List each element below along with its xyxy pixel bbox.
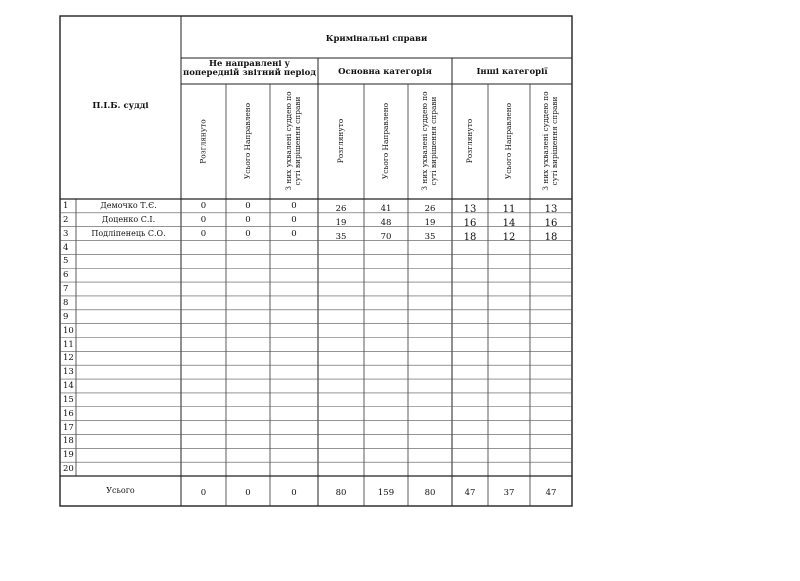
row-lines <box>60 213 572 462</box>
total-cell: 0 <box>200 488 207 498</box>
sub-column-header: З них ухвалені суддею по суті вирішення справи <box>541 91 559 191</box>
total-label: Усього <box>106 486 135 495</box>
table-cell: 18 <box>544 231 558 243</box>
main-title: Кримінальні справи <box>325 34 428 44</box>
table-cell: 0 <box>245 214 251 225</box>
row-number: 14 <box>63 381 74 392</box>
table-cell: 16 <box>544 217 558 229</box>
table-cell: 13 <box>544 204 558 215</box>
row-number: 1 <box>63 201 69 211</box>
sub-column-header: З них ухвалені суддею по суті вирішення справи <box>420 91 438 191</box>
row-number: 12 <box>63 353 74 364</box>
total-cell: 37 <box>503 488 515 498</box>
sub-column-header: Усього Направлено <box>503 102 513 180</box>
table-cell: 19 <box>335 217 347 228</box>
table-cell: 48 <box>380 217 392 228</box>
table-cell: 0 <box>200 201 207 211</box>
row-number: 8 <box>63 297 69 308</box>
group-header-main: Основна категорія <box>338 67 432 77</box>
table-cell: 19 <box>424 217 436 228</box>
row-number: 7 <box>63 284 69 295</box>
group-header-other: Інші категорії <box>476 67 548 77</box>
total-cell: 159 <box>377 488 395 498</box>
total-cell: 80 <box>424 488 436 498</box>
table-cell: 0 <box>291 201 297 211</box>
row-number: 19 <box>63 450 74 461</box>
row-number: 15 <box>63 394 74 405</box>
table-cell: 18 <box>463 231 477 243</box>
table-cell: 0 <box>291 228 297 239</box>
total-cell: 80 <box>335 488 347 498</box>
table-cell: 0 <box>200 214 207 225</box>
table-cell: 41 <box>380 204 392 214</box>
table-cell: 13 <box>463 204 477 215</box>
row-number: 6 <box>63 270 69 281</box>
name-column-header: П.І.Б. судді <box>92 101 149 111</box>
table-cell: 0 <box>245 228 251 239</box>
sub-column-header: З них ухвалені суддею по суті вирішення справи <box>284 91 302 191</box>
row-number: 17 <box>63 422 74 433</box>
table-cell: 26 <box>424 204 436 214</box>
row-number: 9 <box>63 311 69 322</box>
row-number: 18 <box>63 436 74 447</box>
table-cell: 26 <box>335 204 347 214</box>
sub-column-header: Розглянуто <box>464 118 474 164</box>
table-cell: 0 <box>245 201 251 211</box>
sub-column-header: Розглянуто <box>335 118 345 164</box>
table-cell: 0 <box>200 228 207 239</box>
table-cell: 16 <box>463 217 477 229</box>
row-number: 20 <box>63 464 74 475</box>
sub-column-header: Розглянуто <box>198 118 208 164</box>
table-cell: 70 <box>380 231 392 242</box>
table-cell: 12 <box>502 231 516 243</box>
row-number: 4 <box>63 242 69 253</box>
table-cell: 0 <box>291 214 297 225</box>
row-number: 5 <box>63 256 69 267</box>
group-header-previous: Не направлені у попередній звітний період <box>182 59 316 79</box>
sub-column-header: Усього Направлено <box>380 102 390 180</box>
row-number: 10 <box>63 325 74 336</box>
total-cell: 47 <box>464 488 476 498</box>
judge-name: Доценко С.І. <box>101 214 156 224</box>
total-cell: 0 <box>291 488 297 498</box>
total-cell: 47 <box>545 488 557 498</box>
table-cell: 35 <box>335 231 347 242</box>
total-cell: 0 <box>245 488 251 498</box>
table-cell: 35 <box>424 231 436 242</box>
table-cell: 11 <box>502 204 516 215</box>
table-cell: 14 <box>502 217 516 229</box>
row-number: 13 <box>63 367 74 378</box>
judge-name: Демочко Т.Є. <box>100 201 157 210</box>
judge-name: Подліпенець С.О. <box>91 228 166 238</box>
sub-column-header: Усього Направлено <box>242 102 252 180</box>
row-number: 2 <box>63 214 69 225</box>
row-number: 16 <box>63 408 74 419</box>
row-number: 3 <box>63 228 69 239</box>
row-number: 11 <box>63 339 74 350</box>
